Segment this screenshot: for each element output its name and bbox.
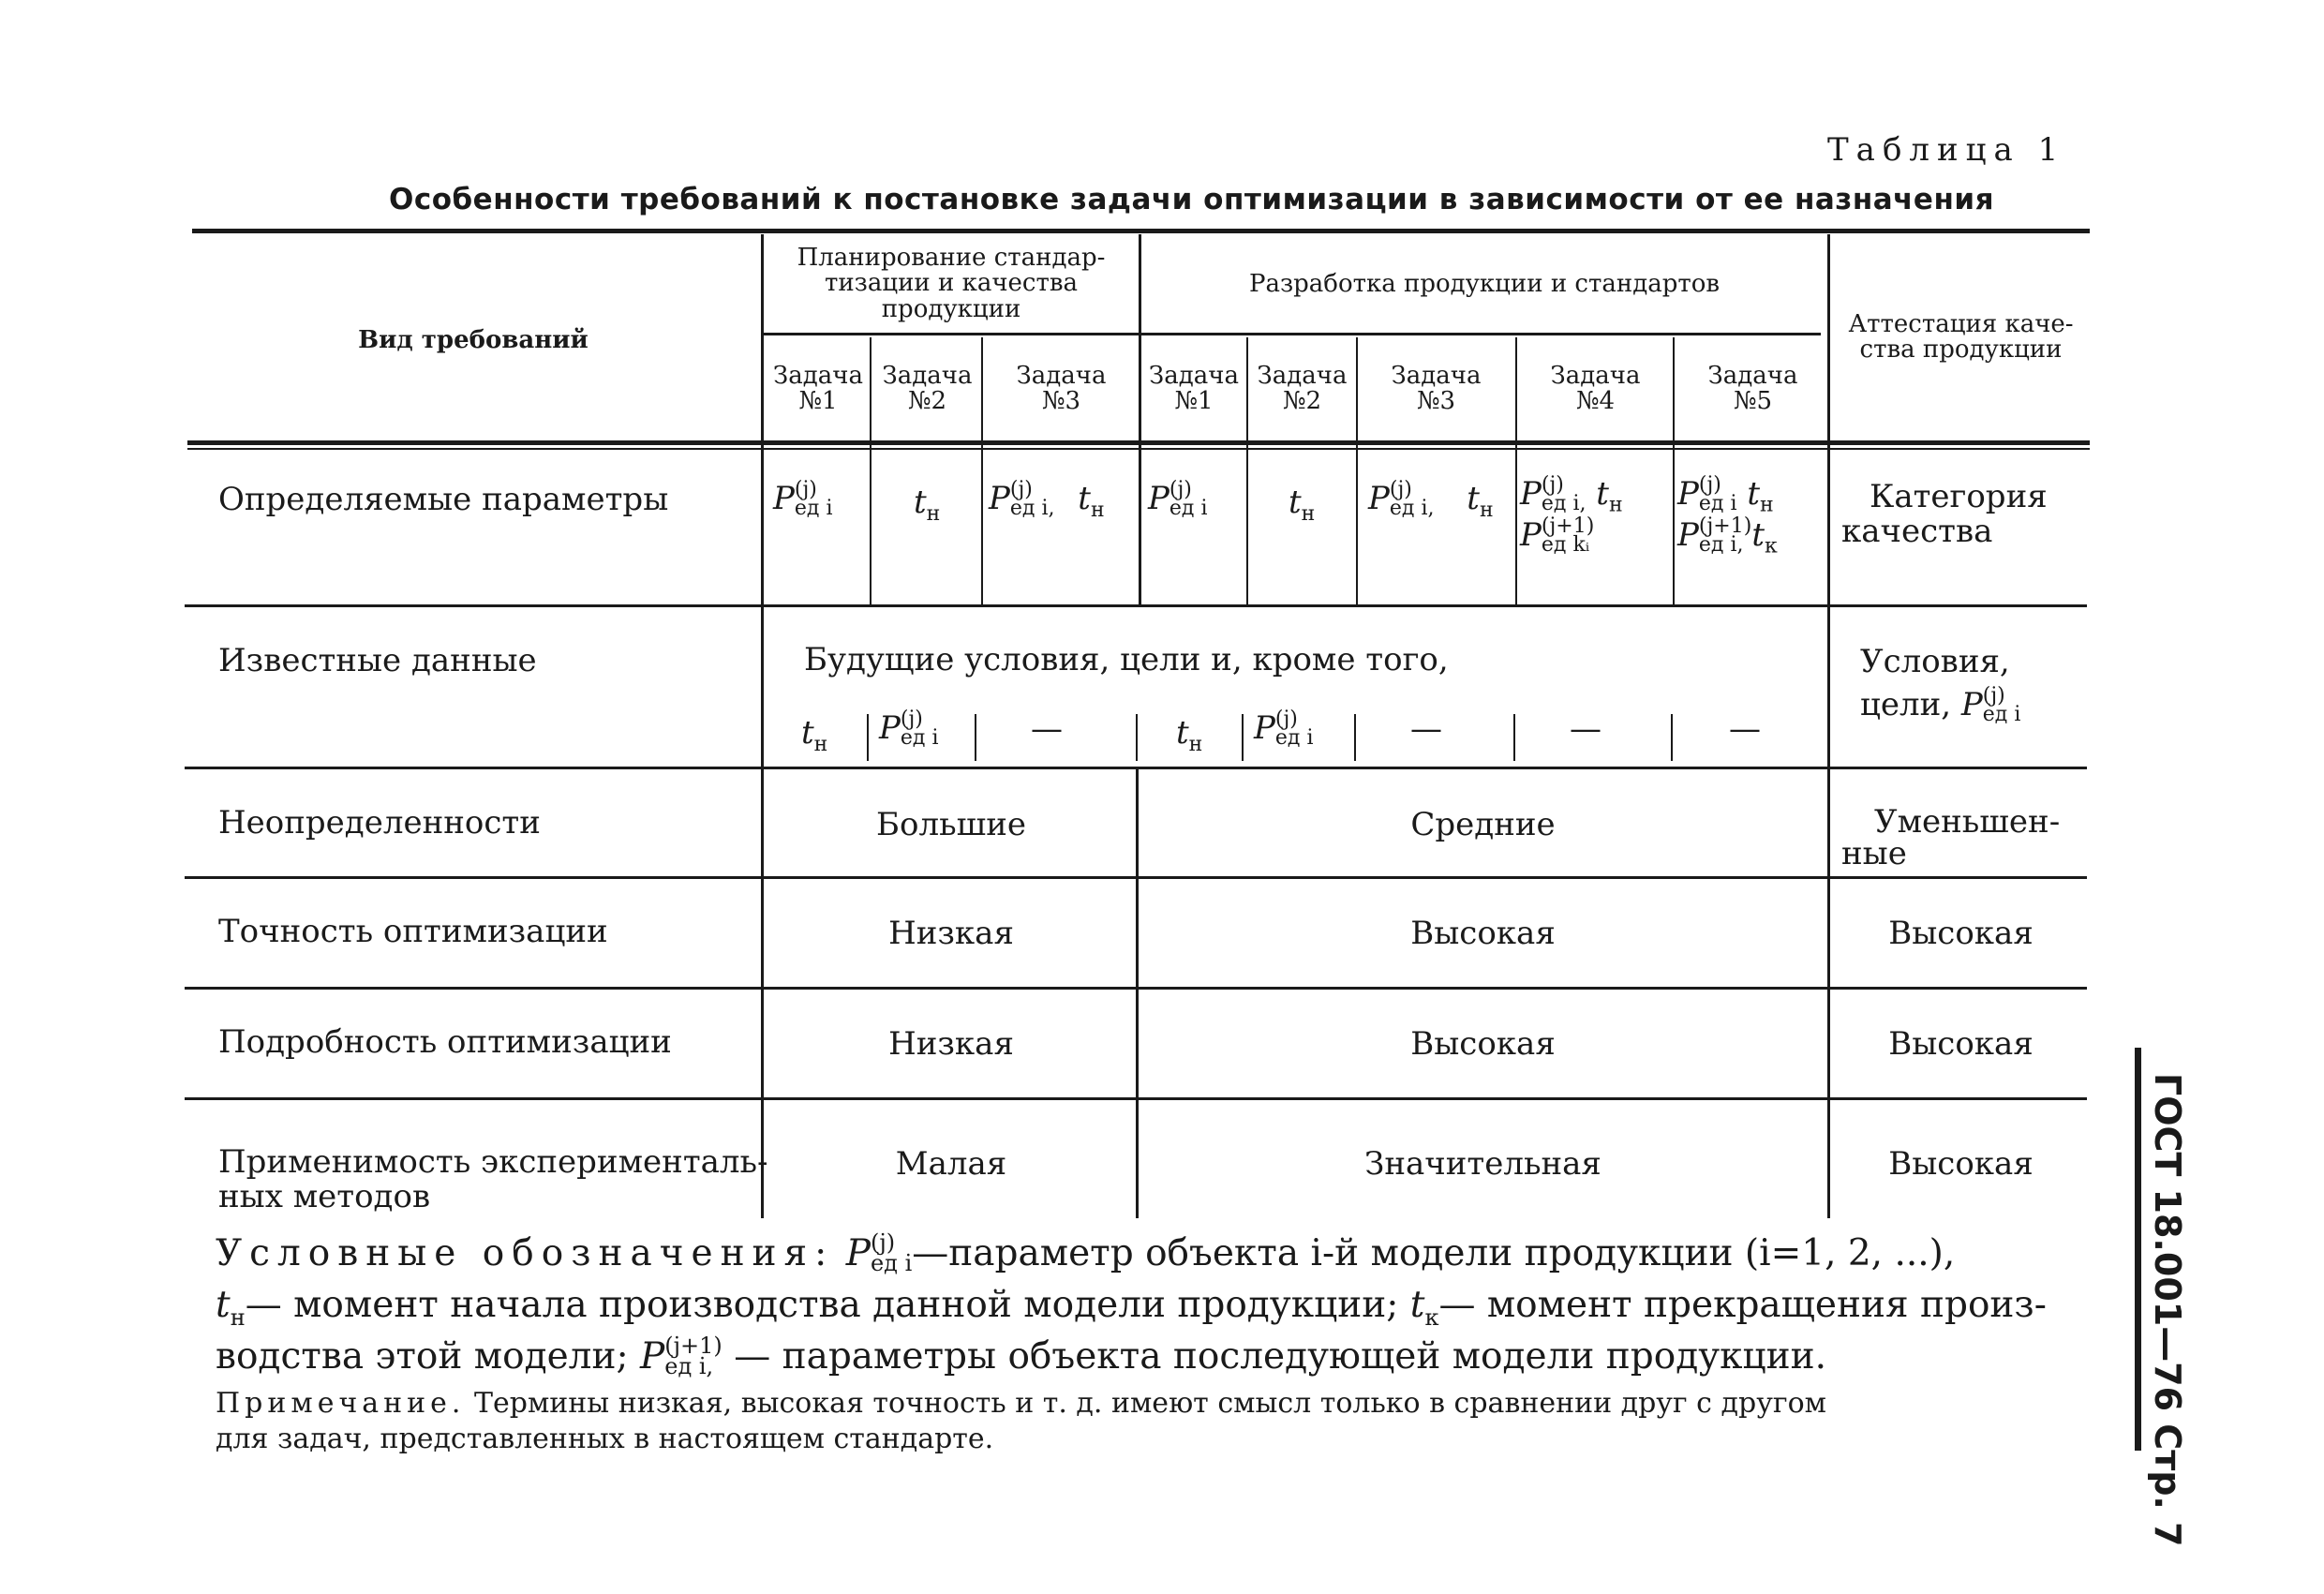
uncertainty-plan: Большие <box>876 806 1026 843</box>
formula-p-ed-i <box>773 480 833 518</box>
group-divider-plan <box>764 333 1139 335</box>
accuracy-plan: Низкая <box>888 915 1014 952</box>
symbol-p: P <box>1148 480 1169 517</box>
symbol-p: P <box>1254 709 1275 747</box>
note-line1: Термины низкая, высокая точность и т. д. имеют смысл только в сравнении друг с другом <box>474 1387 1826 1420</box>
sub-ed-i: ед i <box>1274 726 1314 750</box>
sup-j: (j) <box>900 708 923 732</box>
experimental-plan: Малая <box>895 1145 1007 1183</box>
task-dev-2: Задача №2 <box>1257 362 1348 416</box>
known-dash: — <box>1570 710 1601 748</box>
known-divider <box>1242 714 1244 761</box>
symbol-p: P <box>773 480 795 517</box>
task-divider <box>1673 337 1675 604</box>
row-rule <box>185 987 2087 990</box>
known-divider <box>867 714 869 761</box>
task-plan-1: Задача №1 <box>773 362 863 416</box>
symbol-t: t <box>1289 484 1302 521</box>
symbol-p: P <box>639 1335 665 1378</box>
sup-j1: (j+1) <box>664 1333 723 1360</box>
row-label-experimental <box>218 1145 768 1215</box>
symbol-t: t <box>1467 480 1480 517</box>
task-divider <box>870 337 872 604</box>
accuracy-dev: Высокая <box>1410 915 1556 952</box>
note-line-1 <box>216 1387 1826 1421</box>
row-label-accuracy: Точность оптимизации <box>218 913 608 950</box>
col-header-requirements: Вид требований <box>358 326 588 354</box>
sup-j: (j) <box>1389 478 1412 502</box>
formula-p-tn <box>1368 480 1494 522</box>
row-label-params: Определяемые параметры <box>218 481 669 518</box>
symbol-t: t <box>1078 480 1091 517</box>
detail-att: Высокая <box>1888 1025 2034 1063</box>
sup-j: (j) <box>1169 478 1192 502</box>
table-top-rule <box>192 229 2090 233</box>
symbol-p: P <box>1677 515 1699 554</box>
legend-line3a: водства этой модели; <box>216 1335 629 1378</box>
symbol-t: t <box>1176 714 1189 752</box>
legend-line1: —параметр объекта i-й модели продукции (i=1, 2, ...), <box>912 1232 1956 1274</box>
task-divider <box>981 337 983 604</box>
group-divider <box>1141 333 1821 335</box>
known-dash: — <box>1410 710 1442 748</box>
group-header-development: Разработка продукции и стандартов <box>1248 270 1721 298</box>
task-dev-4: Задача №4 <box>1550 362 1641 416</box>
legend-line-1 <box>216 1228 1955 1281</box>
group-header-attestation <box>1832 312 2090 364</box>
sub-n: н <box>1301 501 1316 526</box>
symbol-t: t <box>914 484 927 521</box>
group-header-attestation-l1: Аттестация каче- <box>1848 310 2074 338</box>
known-divider <box>1354 714 1356 761</box>
accuracy-att: Высокая <box>1888 915 2034 952</box>
sub-n: н <box>1090 498 1105 522</box>
sub-n: н <box>1759 493 1774 517</box>
detail-dev: Высокая <box>1410 1025 1556 1063</box>
symbol-t: t <box>1751 515 1765 554</box>
sub-ed-i: ед i, <box>1698 532 1744 557</box>
row-label-uncertainty: Неопределенности <box>218 804 541 842</box>
symbol-p: P <box>1368 480 1390 517</box>
symbol-p: P <box>1520 515 1542 554</box>
sub-ed-i: ед i <box>794 497 833 520</box>
symbol-t: t <box>1747 474 1760 513</box>
side-rule <box>2135 1048 2141 1451</box>
sub-n: н <box>230 1304 246 1331</box>
known-divider <box>1671 714 1673 761</box>
sub-ed-i: ед i <box>1982 702 2021 726</box>
group-header-planning-l1: Планирование стандар- <box>797 244 1106 272</box>
symbol-p: P <box>1677 474 1699 513</box>
sup-j: (j) <box>870 1229 896 1257</box>
experimental-dev: Значительная <box>1364 1145 1601 1183</box>
formula-task4 <box>1520 473 1623 557</box>
sub-ed-i: ед i, <box>1389 497 1435 520</box>
task-dev-1: Задача №1 <box>1149 362 1239 416</box>
row-label-experimental-l2: ных методов <box>218 1178 431 1216</box>
known-dash: — <box>1031 710 1063 748</box>
row-label-experimental-l1: Применимость эксперименталь- <box>218 1143 768 1181</box>
known-divider <box>975 714 976 761</box>
sub-ed-i: ед i, <box>664 1353 714 1379</box>
symbol-p: P <box>879 709 901 747</box>
sub-n: н <box>1479 498 1494 522</box>
symbol-p: P <box>989 480 1010 517</box>
uncertainty-att <box>1832 803 2090 872</box>
note-lead: Примечание. <box>216 1387 466 1420</box>
sub-ed-i: ед i <box>1169 497 1208 520</box>
row-rule <box>185 767 2087 769</box>
symbol-p: P <box>1520 474 1542 513</box>
task-divider <box>1356 337 1358 604</box>
sub-ed-i: ед i <box>900 726 939 750</box>
uncertainty-att-l2: ные <box>1841 835 1907 872</box>
uncertainty-att-l1: Уменьшен- <box>1874 803 2061 841</box>
known-p <box>1254 709 1314 748</box>
sup-j: (j) <box>1009 478 1033 502</box>
sub-n: н <box>926 501 941 526</box>
params-att-l1: Категория <box>1870 478 2048 515</box>
col-divider <box>1827 234 1830 1218</box>
known-common: Будущие условия, цели и, кроме того, <box>804 641 1449 678</box>
formula-tn <box>914 484 940 526</box>
row-rule <box>185 604 2087 607</box>
detail-plan: Низкая <box>888 1025 1014 1063</box>
group-header-attestation-l2: ства продукции <box>1859 335 2063 365</box>
formula-p-tn <box>989 480 1105 522</box>
symbol-p: P <box>1960 685 1983 723</box>
known-divider <box>1136 714 1138 761</box>
row-label-detail: Подробность оптимизации <box>218 1023 672 1061</box>
sub-n: н <box>1608 493 1623 517</box>
known-tn <box>801 714 827 756</box>
symbol-p: P <box>845 1232 871 1274</box>
task-divider <box>1515 337 1517 604</box>
row-rule <box>185 1097 2087 1100</box>
symbol-t: t <box>1596 474 1609 513</box>
sub-ed-i: ед i, <box>1009 497 1055 520</box>
uncertainty-dev: Средние <box>1410 806 1556 843</box>
legend-line-2 <box>216 1279 2047 1334</box>
experimental-att: Высокая <box>1888 1145 2034 1183</box>
known-attestation <box>1860 641 2020 727</box>
sub-n: н <box>1188 732 1203 756</box>
sup-j: (j) <box>1274 708 1298 732</box>
sup-j: (j) <box>1982 684 2005 708</box>
known-dash: — <box>1729 710 1761 748</box>
group-header-planning <box>764 246 1139 322</box>
legend-line3b: — параметры объекта последующей модели продукции. <box>734 1335 1827 1378</box>
params-attestation <box>1832 480 2071 550</box>
sub-ed-i: ед i <box>870 1250 913 1276</box>
task-dev-3: Задача №3 <box>1391 362 1482 416</box>
task-plan-2: Задача №2 <box>882 362 973 416</box>
symbol-t: t <box>1409 1284 1425 1326</box>
table-title: Особенности требований к постановке задачи оптимизации в зависимости от ее назначения <box>389 183 1995 216</box>
formula-tn <box>1289 484 1315 526</box>
col-divider <box>761 234 764 1218</box>
legend-line2a: — момент начала производства данной модели продукции; <box>245 1284 1399 1326</box>
formula-task5 <box>1677 473 1778 559</box>
formula-p-ed-i <box>1148 480 1208 518</box>
sup-j: (j) <box>794 478 817 502</box>
known-p <box>879 709 939 748</box>
known-att-l2: цели, <box>1860 685 1952 723</box>
task-divider <box>1246 337 1248 604</box>
sup-j1: (j+1) <box>1541 514 1595 538</box>
sup-j1: (j+1) <box>1698 514 1752 538</box>
sub-k: к <box>1424 1304 1439 1331</box>
sub-ed-i: ед i <box>1698 491 1737 515</box>
group-header-planning-l3: продукции <box>881 294 1021 323</box>
sub-n: н <box>813 732 828 756</box>
row-label-known: Известные данные <box>218 642 537 679</box>
symbol-t: t <box>216 1284 231 1326</box>
note-line-2: для задач, представленных в настоящем стандарте. <box>216 1423 994 1455</box>
task-plan-3: Задача №3 <box>1016 362 1107 416</box>
task-dev-5: Задача №5 <box>1707 362 1798 416</box>
sup-j: (j) <box>1541 473 1564 497</box>
table-number: Таблица 1 <box>1827 131 2066 169</box>
known-divider <box>1513 714 1515 761</box>
params-att-l2: качества <box>1841 513 1993 551</box>
legend-line-3 <box>216 1331 1826 1384</box>
known-att-l1: Условия, <box>1860 643 2010 680</box>
side-label: ГОСТ 18.001—76 Стр. 7 <box>2147 1073 2188 1547</box>
sup-j: (j) <box>1698 473 1721 497</box>
row-rule <box>185 876 2087 879</box>
group-header-planning-l2: тизации и качества <box>824 269 1079 298</box>
sub-ed-k: ед kᵢ <box>1541 532 1590 557</box>
legend-line2b: — момент прекращения произ- <box>1438 1284 2047 1326</box>
sub-ed-i: ед i, <box>1541 491 1587 515</box>
sub-k: к <box>1764 534 1778 559</box>
legend-lead: Условные обозначения: <box>216 1232 835 1274</box>
known-tn <box>1176 714 1202 756</box>
symbol-t: t <box>801 714 814 752</box>
